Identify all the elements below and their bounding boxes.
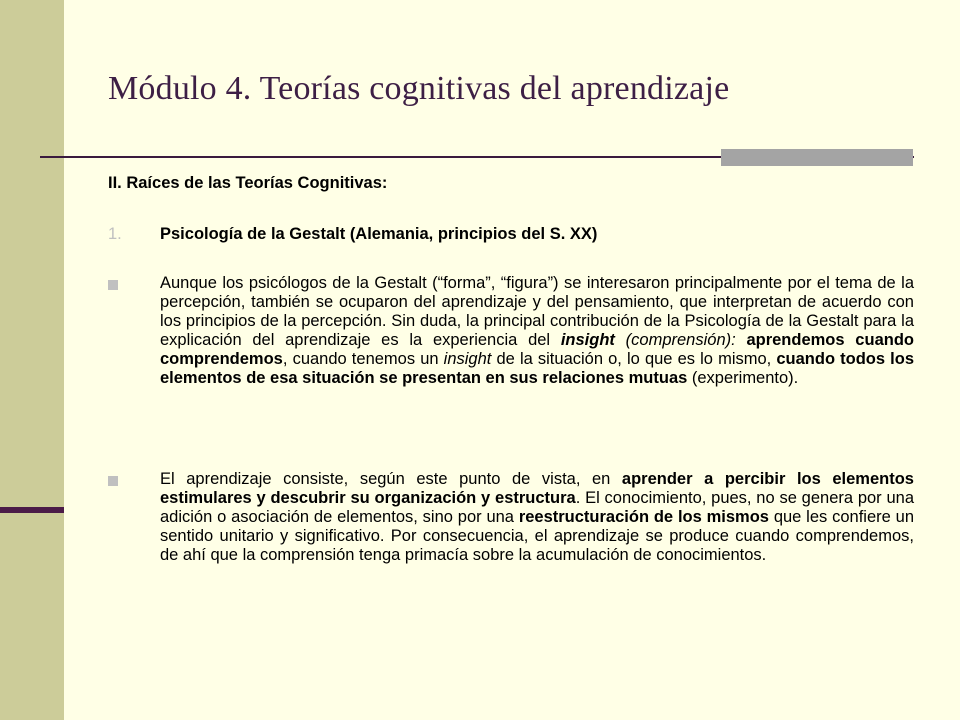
bullet-paragraph-1 <box>108 274 914 388</box>
section-subheading: II. Raíces de las Teorías Cognitivas: <box>108 174 388 192</box>
slide-title: Módulo 4. Teorías cognitivas del aprendizaje <box>108 70 730 107</box>
text-run-italic: (comprensión): <box>625 331 736 349</box>
sidebar-accent-bar <box>0 507 64 513</box>
left-sidebar-band <box>0 0 64 720</box>
title-divider-accent <box>721 149 913 166</box>
square-bullet-icon <box>108 280 118 290</box>
bullet-paragraph-2 <box>108 470 914 565</box>
text-run: que les confiere un sentido unitario y significativo. Por consecuencia, el aprendizaje se produce cuando comprendemos, de ahí que la comprensión tenga primacía sobre la acumulación de conocimientos. <box>160 508 914 564</box>
text-run: , cuando tenemos un <box>282 350 444 368</box>
bullet-paragraph-2-text <box>160 470 914 565</box>
text-run: El aprendizaje consiste, según este punto de vista, en <box>160 470 622 488</box>
text-run: de la situación o, lo que es lo mismo, <box>491 350 777 368</box>
text-run-bold: aprender a percibir los elementos estimulares y descubrir su organización y estructura <box>160 470 914 507</box>
text-run: (experimento). <box>687 369 799 387</box>
text-run-bold-italic: insight <box>560 331 615 349</box>
text-run: Aunque los psicólogos de la Gestalt (“forma”, “figura”) se interesaron principalmente por el tema de la percepción, también se ocuparon del aprendizaje y del pensamiento, que interpretan de acuerdo con los principios de la percepción. Sin duda, la principal contribución de la Psicología de la Gestalt para la explicación del aprendizaje es la experiencia del <box>160 274 914 349</box>
text-run <box>736 331 747 349</box>
bullet-paragraph-1-text <box>160 274 914 388</box>
text-run-bold: reestructuración de los mismos <box>518 508 769 526</box>
list-item-number: 1. <box>108 225 122 243</box>
text-run-bold: aprendemos cuando comprendemos <box>160 331 914 368</box>
square-bullet-icon <box>108 476 118 486</box>
text-run: . El conocimiento, pues, no se genera por una adición o asociación de elementos, sino por una <box>160 489 914 526</box>
text-run-bold: cuando todos los elementos de esa situación se presentan en sus relaciones mutuas <box>160 350 914 387</box>
numbered-list-item <box>108 225 597 244</box>
text-run-italic: insight <box>443 350 492 368</box>
list-item-text: Psicología de la Gestalt (Alemania, principios del S. XX) <box>160 225 598 243</box>
